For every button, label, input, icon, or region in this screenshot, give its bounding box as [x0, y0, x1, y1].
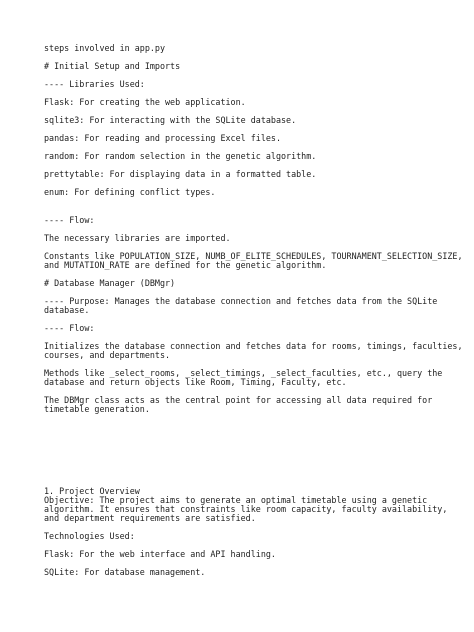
doc-line: random: For random selection in the genetic algorithm.: [44, 151, 317, 161]
doc-line: algorithm. It ensures that constraints like room capacity, faculty availability,: [44, 504, 448, 514]
doc-line: ---- Flow:: [44, 215, 95, 225]
doc-line: The necessary libraries are imported.: [44, 233, 231, 243]
doc-line: Flask: For creating the web application.: [44, 97, 246, 107]
doc-line: The DBMgr class acts as the central point for accessing all data required for: [44, 395, 433, 405]
doc-line: SQLite: For database management.: [44, 567, 206, 577]
doc-line: Constants like POPULATION_SIZE, NUMB_OF_ELITE_SCHEDULES, TOURNAMENT_SELECTION_SIZE,: [44, 251, 463, 261]
doc-line: and department requirements are satisfied.: [44, 513, 256, 523]
doc-line: sqlite3: For interacting with the SQLite database.: [44, 115, 297, 125]
doc-heading: # Initial Setup and Imports: [44, 61, 181, 71]
doc-line: prettytable: For displaying data in a formatted table.: [44, 169, 317, 179]
doc-heading: 1. Project Overview: [44, 486, 140, 496]
doc-line: steps involved in app.py: [44, 43, 166, 53]
doc-line: Technologies Used:: [44, 531, 135, 541]
doc-line: Initializes the database connection and fetches data for rooms, timings, faculties,: [44, 341, 463, 351]
doc-line: pandas: For reading and processing Excel files.: [44, 133, 281, 143]
doc-line: database and return objects like Room, Timing, Faculty, etc.: [44, 377, 347, 387]
doc-line: ---- Flow:: [44, 323, 95, 333]
doc-line: courses, and departments.: [44, 350, 171, 360]
doc-line: timetable generation.: [44, 404, 150, 414]
doc-line: Objective: The project aims to generate an optimal timetable using a genetic: [44, 495, 428, 505]
doc-line: Methods like _select_rooms, _select_timings, _select_faculties, etc., query the: [44, 368, 443, 378]
doc-heading: # Database Manager (DBMgr): [44, 278, 176, 288]
doc-line: ---- Purpose: Manages the database connection and fetches data from the SQLite: [44, 296, 438, 306]
doc-line: enum: For defining conflict types.: [44, 187, 216, 197]
doc-line: Flask: For the web interface and API handling.: [44, 549, 276, 559]
doc-line: ---- Libraries Used:: [44, 79, 145, 89]
doc-line: and MUTATION_RATE are defined for the genetic algorithm.: [44, 260, 327, 270]
doc-line: database.: [44, 305, 90, 315]
